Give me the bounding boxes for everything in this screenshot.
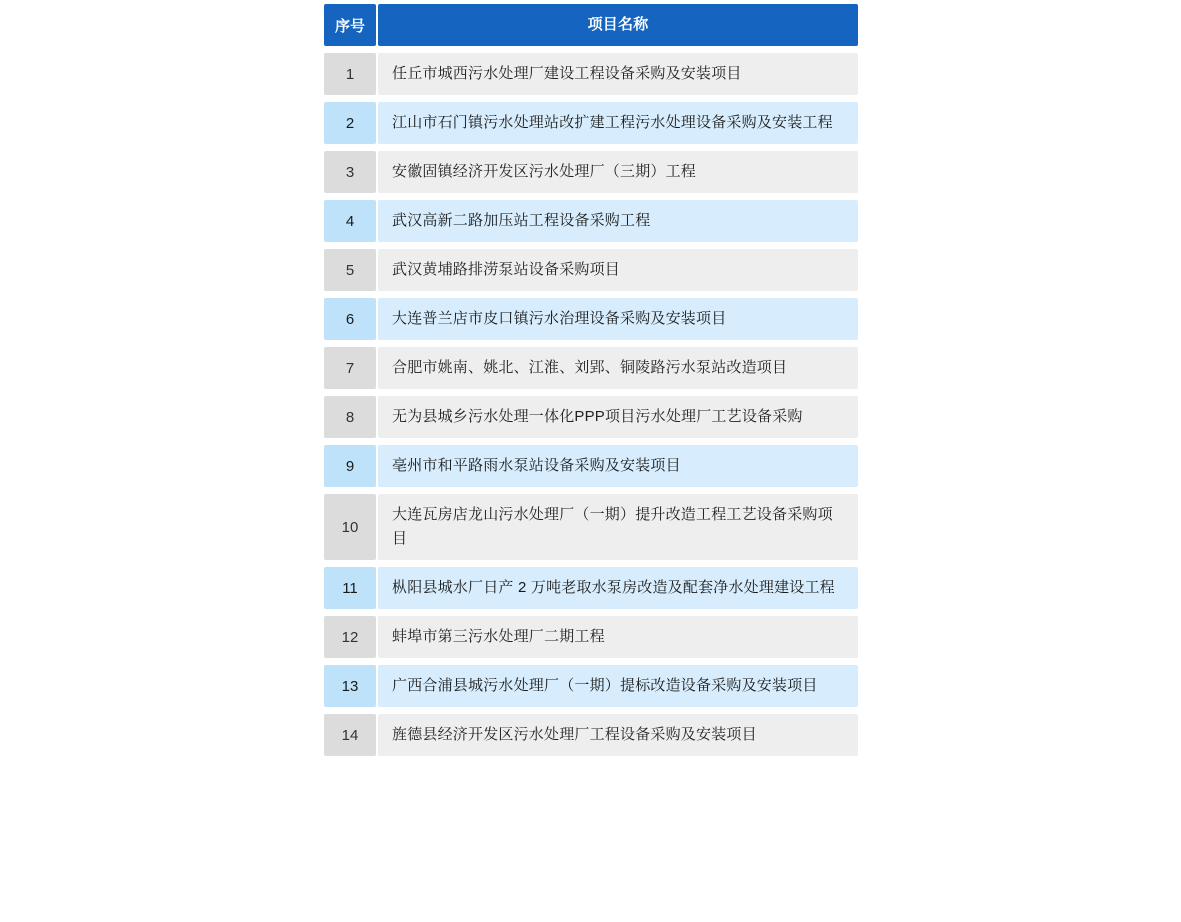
table-row (324, 567, 858, 609)
row-project-name: 武汉高新二路加压站工程设备采购工程 (378, 200, 858, 242)
row-project-name: 枞阳县城水厂日产 2 万吨老取水泵房改造及配套净水处理建设工程 (378, 567, 858, 609)
table-row (324, 102, 858, 144)
row-index: 1 (324, 53, 376, 95)
row-project-name: 任丘市城西污水处理厂建设工程设备采购及安装项目 (378, 53, 858, 95)
row-project-name: 亳州市和平路雨水泵站设备采购及安装项目 (378, 445, 858, 487)
row-project-name: 旌德县经济开发区污水处理厂工程设备采购及安装项目 (378, 714, 858, 756)
row-index: 9 (324, 445, 376, 487)
table-row (324, 53, 858, 95)
table-header-row (324, 4, 858, 46)
row-project-name: 安徽固镇经济开发区污水处理厂（三期）工程 (378, 151, 858, 193)
row-index: 7 (324, 347, 376, 389)
table-row (324, 396, 858, 438)
header-cell-no: 序号 (324, 4, 376, 46)
row-index: 12 (324, 616, 376, 658)
table-row (324, 616, 858, 658)
table-row (324, 714, 858, 756)
project-list-table (324, 4, 858, 763)
table-row (324, 249, 858, 291)
table-row (324, 200, 858, 242)
row-index: 8 (324, 396, 376, 438)
row-index: 10 (324, 494, 376, 560)
row-index: 3 (324, 151, 376, 193)
row-project-name: 江山市石门镇污水处理站改扩建工程污水处理设备采购及安装工程 (378, 102, 858, 144)
table-row (324, 298, 858, 340)
row-index: 11 (324, 567, 376, 609)
table-row (324, 445, 858, 487)
row-project-name: 武汉黄埔路排涝泵站设备采购项目 (378, 249, 858, 291)
table-row (324, 151, 858, 193)
row-index: 4 (324, 200, 376, 242)
row-project-name: 广西合浦县城污水处理厂（一期）提标改造设备采购及安装项目 (378, 665, 858, 707)
row-project-name: 无为县城乡污水处理一体化PPP项目污水处理厂工艺设备采购 (378, 396, 858, 438)
row-index: 5 (324, 249, 376, 291)
row-project-name: 大连瓦房店龙山污水处理厂（一期）提升改造工程工艺设备采购项目 (378, 494, 858, 560)
table-row (324, 665, 858, 707)
table-row (324, 494, 858, 560)
header-cell-name: 项目名称 (378, 4, 858, 46)
table-row (324, 347, 858, 389)
row-index: 2 (324, 102, 376, 144)
row-project-name: 大连普兰店市皮口镇污水治理设备采购及安装项目 (378, 298, 858, 340)
row-index: 13 (324, 665, 376, 707)
row-index: 6 (324, 298, 376, 340)
row-index: 14 (324, 714, 376, 756)
row-project-name: 合肥市姚南、姚北、江淮、刘郢、铜陵路污水泵站改造项目 (378, 347, 858, 389)
row-project-name: 蚌埠市第三污水处理厂二期工程 (378, 616, 858, 658)
